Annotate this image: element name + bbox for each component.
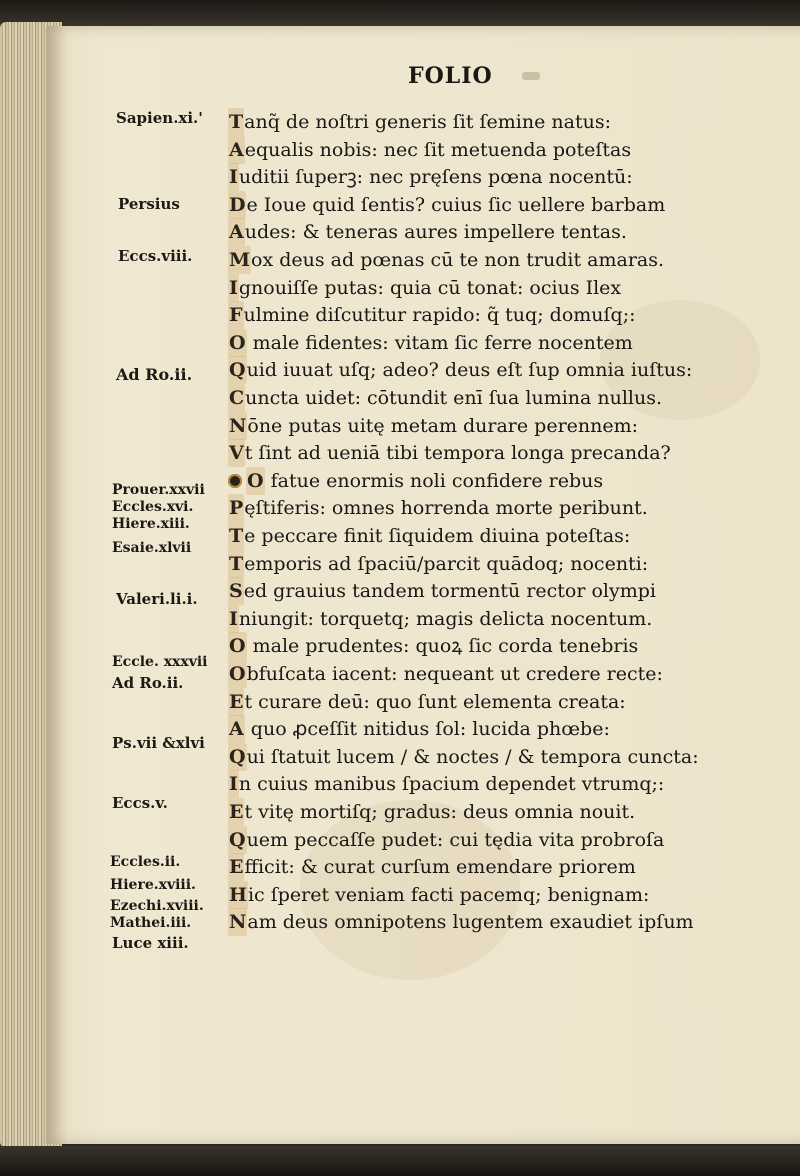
rubricated-initial: H — [228, 881, 248, 909]
verse-line — [228, 881, 649, 909]
verse-line — [228, 853, 636, 881]
verse-line — [228, 384, 662, 412]
rubricated-initial: A — [228, 715, 245, 743]
verse-text: udes: & teneras aures impellere tentas. — [244, 221, 627, 244]
margin-note: Eccles.ii. — [110, 854, 181, 870]
rubricated-initial: I — [228, 605, 239, 633]
verse-text: quo ꝓceſſit nitidus ſol: lucida phœbe: — [244, 718, 610, 741]
margin-note: Valeri.li.i. — [116, 590, 198, 608]
verse-line — [228, 246, 664, 274]
rubricated-initial: N — [228, 908, 247, 936]
rubricated-initial: P — [228, 494, 244, 522]
margin-note: Ezechi.xviii. — [110, 898, 204, 914]
margin-note: Ad Ro.ii. — [116, 365, 193, 384]
margin-note: Mathei.iii. — [110, 915, 192, 931]
verse-text: n cuius manibus ſpacium dependet vtrumq;: — [238, 773, 665, 796]
verse-line — [228, 439, 671, 467]
margin-note: Persius — [118, 195, 180, 213]
verse-text: fatue enormis noli confidere rebus — [264, 469, 604, 492]
margin-note: Eccles.xvi. — [112, 499, 194, 515]
verse-text: ulmine diſcutitur rapido: q̃ tuq; domuſq;: — [243, 304, 636, 327]
verse-line — [228, 191, 665, 219]
verse-text: gnouiſſe putas: quia cū tonat: ocius Ilex — [238, 276, 622, 299]
margin-note: Ad Ro.ii. — [112, 674, 184, 692]
verse-text: ic ſperet veniam facti pacemq; benignam: — [247, 883, 650, 906]
verse-text: t vitę mortiſq; gradus: deus omnia nouit. — [244, 801, 636, 823]
verse-line — [228, 274, 621, 302]
margin-note: Hiere.xiii. — [112, 516, 190, 532]
verse-text: e peccare finit ſiquidem diuina poteſtas: — [244, 525, 631, 547]
verse-text: male fidentes: vitam ſic ferre nocentem — [246, 331, 633, 354]
rubricated-initial: V — [228, 439, 245, 467]
verse-text: ui ſtatuit lucem / & noctes / & tempora cuncta: — [246, 745, 699, 768]
verse-text: ed grauius tandem tormentū rector olympi — [243, 580, 656, 603]
verse-line — [228, 218, 627, 246]
verse-text: emporis ad ſpaciū/parcit quādoq; nocenti: — [244, 552, 649, 575]
verse-line — [228, 798, 635, 826]
verse-text: uem peccaſſe pudet: cui tędia vita probroſa — [246, 828, 665, 851]
rubricated-initial: S — [228, 577, 244, 605]
verse-line — [228, 136, 631, 164]
book-shadow-bottom — [0, 1146, 800, 1176]
verse-text: equalis nobis: nec ſit metuenda poteſtas — [244, 138, 632, 161]
verse-text: anq̃ de noſtri generis ſit ſemine natus: — [244, 111, 611, 133]
verse-line — [228, 522, 630, 550]
verse-text: e Ioue quid ſentis? cuius ſic uellere barbam — [246, 193, 666, 216]
rubricated-initial: M — [228, 246, 251, 274]
margin-note: Luce xiii. — [112, 934, 189, 952]
verse-text: uncta uidet: cōtundit enī ſua lumina nullus. — [245, 387, 663, 409]
margin-note: Ps.vii &xlvi — [112, 734, 205, 752]
verse-line — [228, 467, 603, 495]
rubricated-initial: I — [228, 274, 239, 302]
rubricated-initial: I — [228, 770, 239, 798]
rubricated-initial: F — [228, 301, 244, 329]
verse-line — [228, 329, 633, 357]
ink-smudge — [522, 72, 540, 80]
verse-text: t ſint ad ueniā tibi tempora longa precanda? — [244, 442, 671, 465]
rubricated-initial: Q — [228, 743, 247, 771]
verse-line — [228, 605, 652, 633]
verse-line — [228, 356, 692, 384]
verse-text: uditii ſuperꝫ: nec pręſens pœna nocentū: — [238, 166, 633, 189]
verse-text: fficit: & curat curſum emendare priorem — [244, 856, 636, 879]
margin-note: Prouer.xxvii — [112, 482, 205, 498]
verse-text: male prudentes: quoꝝ ſic corda tenebris — [246, 635, 639, 658]
verse-line — [228, 715, 610, 743]
verse-line — [228, 301, 636, 329]
verse-text: t curare deū: quo ſunt elementa creata: — [244, 690, 626, 713]
rubricated-initial: D — [228, 191, 246, 219]
rubricated-initial: C — [228, 384, 245, 412]
verse-line — [228, 908, 694, 936]
verse-line — [228, 743, 699, 771]
verse-line — [228, 108, 611, 136]
verse-text: ox deus ad pœnas cū te non trudit amaras. — [251, 249, 665, 271]
margin-note: Eccs.viii. — [118, 247, 193, 265]
book-shadow-top — [0, 0, 800, 26]
rubricated-initial: Q — [228, 826, 247, 854]
margin-note: Eccs.v. — [112, 794, 168, 812]
verse-line — [228, 826, 664, 854]
folio-header: FOLIO — [408, 63, 493, 89]
verse-line — [228, 688, 626, 716]
rubric-bullet-icon — [228, 474, 242, 488]
rubricated-initial: A — [228, 136, 245, 164]
rubricated-initial: O — [228, 329, 247, 357]
rubricated-initial: E — [228, 853, 244, 881]
verse-text: ōne putas uitę metam durare perennem: — [247, 414, 639, 437]
rubricated-initial: N — [228, 412, 247, 440]
verse-line — [228, 412, 638, 440]
margin-note: Sapien.xi.' — [116, 109, 203, 127]
verse-line — [228, 550, 648, 578]
rubricated-initial: T — [228, 550, 244, 578]
verse-line — [228, 577, 656, 605]
verse-text: ęſtiferis: omnes horrenda morte peribunt. — [244, 497, 648, 520]
rubricated-initial: T — [228, 108, 244, 136]
rubricated-initial: O — [246, 467, 265, 495]
verse-text: am deus omnipotens lugentem exaudiet ipſum — [247, 911, 694, 934]
rubricated-initial: Q — [228, 356, 247, 384]
verse-line — [228, 494, 648, 522]
verse-line — [228, 163, 633, 191]
margin-note: Esaie.xlvii — [112, 540, 192, 556]
rubricated-initial: I — [228, 163, 239, 191]
verse-line — [228, 660, 663, 688]
verse-text: bfuſcata iacent: nequeant ut credere recte: — [246, 663, 663, 685]
verse-text: niungit: torquetq; magis delicta nocentum. — [238, 607, 653, 630]
rubricated-initial: E — [228, 688, 244, 716]
verse-text: uid iuuat uſq; adeo? deus eſt ſup omnia iuſtus: — [246, 359, 693, 382]
verse-line — [228, 632, 638, 660]
rubricated-initial: E — [228, 798, 244, 826]
verse-line — [228, 770, 664, 798]
margin-note: Eccle. xxxvii — [112, 654, 208, 670]
rubricated-initial: O — [228, 660, 247, 688]
margin-note: Hiere.xviii. — [110, 877, 196, 893]
rubricated-initial: T — [228, 522, 244, 550]
rubricated-initial: A — [228, 218, 245, 246]
rubricated-initial: O — [228, 632, 247, 660]
